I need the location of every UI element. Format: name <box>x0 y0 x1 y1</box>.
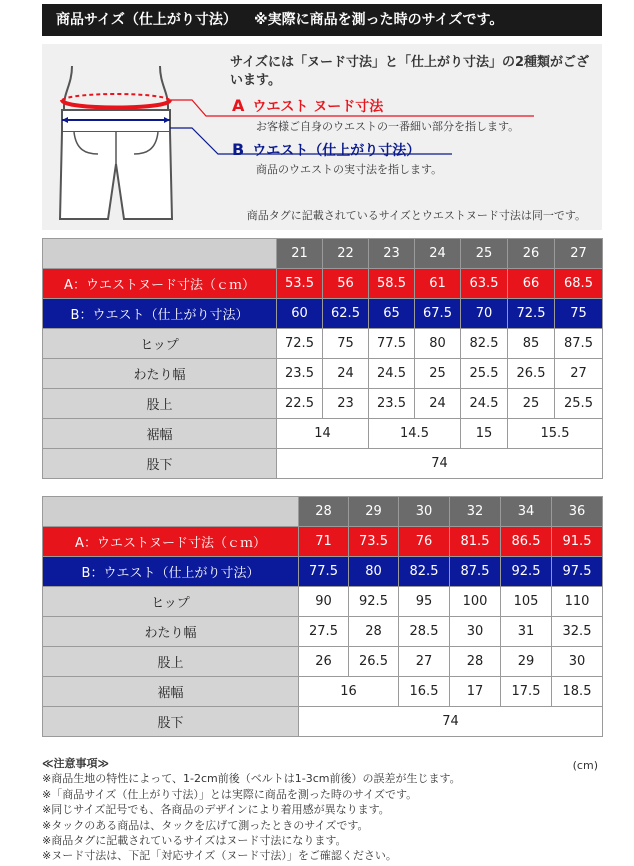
value-cell: 100 <box>450 587 501 617</box>
value-cell: 28.5 <box>399 617 450 647</box>
value-cell: 105 <box>501 587 552 617</box>
inseam-row <box>43 707 603 737</box>
value-cell: 92.5 <box>501 557 552 587</box>
value-cell: 25 <box>508 389 555 419</box>
row-label: 裾幅 <box>43 419 277 449</box>
value-cell: 63.5 <box>461 269 508 299</box>
value-cell: 71 <box>299 527 349 557</box>
value-cell: 72.5 <box>277 329 323 359</box>
note-item: ※「商品サイズ（仕上がり寸法）」とは実際に商品を測った時のサイズです。 <box>42 787 418 801</box>
value-cell: 61 <box>415 269 461 299</box>
row-label: 股下 <box>43 449 277 479</box>
size-header-row <box>43 239 603 269</box>
value-cell: 29 <box>501 647 552 677</box>
value-cell: 76 <box>399 527 450 557</box>
waist-finished-row <box>43 557 603 587</box>
row-label: 股下 <box>43 707 299 737</box>
corner-cell <box>43 497 299 527</box>
value-cell: 18.5 <box>552 677 603 707</box>
size-header-row <box>43 497 603 527</box>
note-item: ※商品生地の特性によって、1-2cm前後（ベルトは1-3cm前後）の誤差が生じます。 <box>42 772 461 786</box>
row-label: 股上 <box>43 389 277 419</box>
hem-row <box>43 419 603 449</box>
inseam-row <box>43 449 603 479</box>
size-cell: 22 <box>323 239 369 269</box>
a-title: ウエスト ヌード寸法 <box>252 99 384 115</box>
value-cell: 86.5 <box>501 527 552 557</box>
value-cell: 23 <box>323 389 369 419</box>
value-cell: 85 <box>508 329 555 359</box>
size-cell: 28 <box>299 497 349 527</box>
value-cell: 31 <box>501 617 552 647</box>
b-letter: B <box>232 140 245 159</box>
waist-nude-desc: お客様ご自身のウエストの一番細い部分を指します。 <box>256 120 520 133</box>
value-cell: 68.5 <box>555 269 603 299</box>
thigh-row <box>43 359 603 389</box>
note-item: ※ヌード寸法は、下記「対応サイズ（ヌード寸法）」をご確認ください。 <box>42 849 397 863</box>
thigh-row <box>43 617 603 647</box>
value-cell: 22.5 <box>277 389 323 419</box>
row-label: 股上 <box>43 647 299 677</box>
value-cell: 23.5 <box>369 389 415 419</box>
hip-row <box>43 587 603 617</box>
value-cell: 74 <box>277 449 603 479</box>
value-cell: 87.5 <box>450 557 501 587</box>
corner-cell <box>43 239 277 269</box>
note-item: ※商品タグに記載されているサイズはヌード寸法になります。 <box>42 834 347 848</box>
value-cell: 75 <box>323 329 369 359</box>
size-cell: 21 <box>277 239 323 269</box>
value-cell: 27 <box>555 359 603 389</box>
value-cell: 72.5 <box>508 299 555 329</box>
value-cell: 27 <box>399 647 450 677</box>
waist-finished-title <box>232 140 420 160</box>
rise-row <box>43 647 603 677</box>
row-label: ヒップ <box>43 329 277 359</box>
value-cell: 77.5 <box>369 329 415 359</box>
value-cell: 56 <box>323 269 369 299</box>
row-label: A：ウエストヌード寸法（ｃｍ） <box>43 269 277 299</box>
value-cell: 67.5 <box>415 299 461 329</box>
value-cell: 23.5 <box>277 359 323 389</box>
value-cell: 60 <box>277 299 323 329</box>
value-cell: 30 <box>450 617 501 647</box>
value-cell: 16 <box>299 677 399 707</box>
value-cell: 80 <box>349 557 399 587</box>
value-cell: 70 <box>461 299 508 329</box>
value-cell: 75 <box>555 299 603 329</box>
value-cell: 25.5 <box>461 359 508 389</box>
value-cell: 24.5 <box>461 389 508 419</box>
value-cell: 87.5 <box>555 329 603 359</box>
size-cell: 23 <box>369 239 415 269</box>
value-cell: 58.5 <box>369 269 415 299</box>
value-cell: 15 <box>461 419 508 449</box>
value-cell: 26 <box>299 647 349 677</box>
rise-row <box>43 389 603 419</box>
value-cell: 73.5 <box>349 527 399 557</box>
waist-nude-row <box>43 527 603 557</box>
value-cell: 82.5 <box>399 557 450 587</box>
value-cell: 14 <box>277 419 369 449</box>
row-label: B：ウエスト（仕上がり寸法） <box>43 557 299 587</box>
a-letter: A <box>232 96 245 115</box>
value-cell: 28 <box>349 617 399 647</box>
value-cell: 32.5 <box>552 617 603 647</box>
notes-title: ≪注意事項≫ <box>42 757 110 770</box>
hem-row <box>43 677 603 707</box>
value-cell: 65 <box>369 299 415 329</box>
value-cell: 17.5 <box>501 677 552 707</box>
value-cell: 97.5 <box>552 557 603 587</box>
value-cell: 25.5 <box>555 389 603 419</box>
value-cell: 17 <box>450 677 501 707</box>
value-cell: 95 <box>399 587 450 617</box>
note-item: ※タックのある商品は、タックを広げて測ったときのサイズです。 <box>42 818 369 832</box>
value-cell: 62.5 <box>323 299 369 329</box>
value-cell: 110 <box>552 587 603 617</box>
size-cell: 26 <box>508 239 555 269</box>
value-cell: 66 <box>508 269 555 299</box>
note-item: ※同じサイズ記号でも、各商品のデザインにより着用感が異なります。 <box>42 803 390 817</box>
size-cell: 36 <box>552 497 603 527</box>
row-label: 裾幅 <box>43 677 299 707</box>
size-cell: 34 <box>501 497 552 527</box>
row-label: ヒップ <box>43 587 299 617</box>
b-title: ウエスト（仕上がり寸法） <box>252 143 421 159</box>
value-cell: 30 <box>552 647 603 677</box>
value-cell: 90 <box>299 587 349 617</box>
measurement-diagram <box>42 44 602 230</box>
value-cell: 82.5 <box>461 329 508 359</box>
header-title: 商品サイズ（仕上がり寸法） <box>56 12 237 28</box>
size-cell: 30 <box>399 497 450 527</box>
size-table-small <box>42 238 603 479</box>
size-table-large <box>42 496 603 737</box>
value-cell: 77.5 <box>299 557 349 587</box>
value-cell: 53.5 <box>277 269 323 299</box>
row-label: B：ウエスト（仕上がり寸法） <box>43 299 277 329</box>
notes-section <box>42 756 602 864</box>
waist-nude-row <box>43 269 603 299</box>
value-cell: 25 <box>415 359 461 389</box>
row-label: A：ウエストヌード寸法（ｃｍ） <box>43 527 299 557</box>
size-intro: サイズには「ヌード寸法」と「仕上がり寸法」の2種類がございます。 <box>230 55 590 88</box>
size-cell: 27 <box>555 239 603 269</box>
value-cell: 28 <box>450 647 501 677</box>
value-cell: 15.5 <box>508 419 603 449</box>
size-header <box>42 4 602 36</box>
waist-finished-row <box>43 299 603 329</box>
value-cell: 27.5 <box>299 617 349 647</box>
value-cell: 80 <box>415 329 461 359</box>
size-cell: 24 <box>415 239 461 269</box>
value-cell: 24 <box>323 359 369 389</box>
value-cell: 16.5 <box>399 677 450 707</box>
value-cell: 26.5 <box>508 359 555 389</box>
row-label: わたり幅 <box>43 617 299 647</box>
size-cell: 29 <box>349 497 399 527</box>
tag-note: 商品タグに記載されているサイズとウエストヌード寸法は同一です。 <box>246 209 586 222</box>
unit-label: (cm) <box>572 759 598 772</box>
waist-nude-title <box>232 96 383 116</box>
value-cell: 26.5 <box>349 647 399 677</box>
hip-row <box>43 329 603 359</box>
size-cell: 32 <box>450 497 501 527</box>
row-label: わたり幅 <box>43 359 277 389</box>
value-cell: 24 <box>415 389 461 419</box>
header-subtitle: ※実際に商品を測った時のサイズです。 <box>254 12 504 28</box>
value-cell: 24.5 <box>369 359 415 389</box>
value-cell: 91.5 <box>552 527 603 557</box>
value-cell: 92.5 <box>349 587 399 617</box>
size-cell: 25 <box>461 239 508 269</box>
value-cell: 14.5 <box>369 419 461 449</box>
waist-finished-desc: 商品のウエストの実寸法を指します。 <box>256 163 443 176</box>
value-cell: 81.5 <box>450 527 501 557</box>
value-cell: 74 <box>299 707 603 737</box>
